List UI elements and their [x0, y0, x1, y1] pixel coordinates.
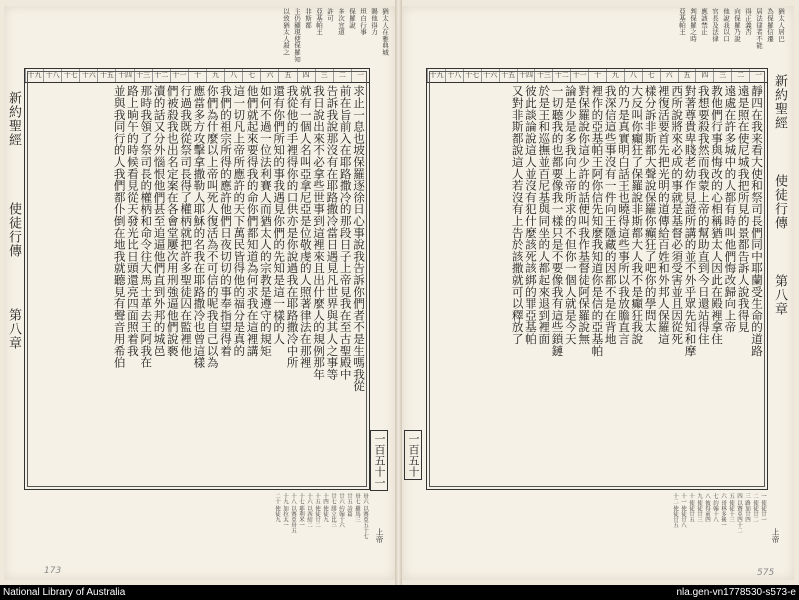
- headnote: 主仍顯現使保羅知: [293, 8, 301, 63]
- text-column: 我從他的手裡得你的口供亦是你說過我在耶路撒冷中所: [285, 85, 300, 369]
- reference-entry: 十九 加拉太一: [282, 493, 288, 528]
- text-column: 裡作的亞基帕王阿你信先知麼我知道你是信的亞基帕: [590, 85, 605, 357]
- column-number: 二: [731, 69, 749, 82]
- column-number: 三: [713, 69, 731, 82]
- book-gutter: [395, 0, 402, 585]
- text-column: 我想要殺我然而我蒙上帝的幫助直到今日還站得住: [696, 85, 711, 345]
- text-column: 我深信這些事沒有一件向王隱藏的因都不是在背地: [603, 85, 618, 345]
- text-column: 於是王和巡撫並百尼基與同坐的人都起來退到裡面: [537, 85, 552, 345]
- left-column-numbers: [25, 69, 369, 83]
- reference-entry: 廿五 詩篇: [346, 493, 352, 517]
- right-page-number: 一百五十: [404, 430, 422, 480]
- right-footnote-mark: 上帝: [771, 528, 780, 543]
- reference-entry: 一 使徒廿一: [760, 493, 766, 523]
- text-column: 路上晌午的時候看見從天發光比日頭還亮四面照着我: [125, 85, 140, 357]
- footer-left-credit: National Library of Australia: [3, 587, 126, 598]
- text-column: 對著尊貴卑賤老幼作見證所講的並不外乎眾先知和摩: [683, 85, 698, 357]
- left-pencil-mark: 173: [44, 566, 62, 576]
- headnote: 賜他得力: [370, 8, 378, 36]
- column-number: 七: [242, 69, 260, 82]
- headnote: 應該禁止: [700, 8, 708, 36]
- text-column: 行過我既從祭司長得了權柄就把許多聖徒囚在監裡他: [179, 85, 194, 357]
- headnote: 以致猶太人殺之: [282, 8, 290, 56]
- text-column: 那時我領了祭司長的權柄和命令往大馬士革去王阿我在: [139, 85, 154, 369]
- reference-entry: 三 路加廿四: [744, 493, 750, 523]
- text-column: 對保羅說你這少許的話便叫我作基督徒阿保羅說無: [577, 85, 592, 345]
- column-number: 十四: [115, 69, 133, 82]
- text-column: 遠處在許多城中的人都有時叫他們悔改歸向上帝: [723, 85, 738, 333]
- text-column: 應當多方攻擊拿撒勒人耶穌的名我在耶路撒冷也曾這樣: [192, 85, 207, 369]
- reference-entry: 廿七 腓立比三: [330, 493, 336, 528]
- text-column: 你們為什麼以上帝叫死人復活為不可信的呢我自己以為: [205, 85, 220, 369]
- right-book-title: 使徒行傳: [772, 174, 787, 230]
- headnote: 亞基帕王: [315, 8, 323, 36]
- left-text-body: [29, 85, 365, 486]
- reference-entry: 十六 以西結二: [306, 493, 312, 528]
- left-chapter: 第八章: [6, 308, 21, 350]
- left-page: [4, 6, 395, 580]
- text-column: 如何不過一位法利賽人而猶太人的宗教是遵守的規矩: [258, 85, 273, 357]
- text-column: 我日說出來不必拿些世事到這裡來且出什麼人的規例那年: [312, 85, 327, 380]
- text-column: 靜四在我来看大使和祭司長們同中耶蘭受生命的道路: [750, 85, 764, 357]
- text-column: 彼此談論說這人並沒有犯什麼該死該綁的罪亞基帕: [523, 85, 538, 345]
- headnote: 猶太人居巴: [777, 8, 785, 42]
- text-column: 大反叫你癲狂了保羅說非斯都大人我不是癲狂我說: [630, 85, 645, 345]
- headnote: 非斯都: [304, 8, 312, 29]
- right-headnotes: [412, 8, 784, 65]
- column-number: 十五: [499, 69, 517, 82]
- reference-entry: 十一 使徒廿八: [680, 493, 686, 528]
- reference-entry: 十五 使徒廿二: [314, 493, 320, 528]
- left-text-frame: [24, 68, 370, 490]
- reference-entry: 二十 使徒九: [274, 493, 280, 523]
- column-number: 十二: [152, 69, 170, 82]
- column-number: 十九: [25, 69, 43, 82]
- reference-entry: 卅七 羅馬三: [354, 493, 360, 523]
- column-number: 六: [660, 69, 678, 82]
- text-column: 們被殺我也出名定案在各會堂屢次用刑強逼他們說褻: [165, 85, 180, 357]
- text-column: 教他們行事與悔改的心相稱猶太人因此在殿裡拿住: [710, 85, 725, 345]
- reference-entry: 五 使徒十三: [728, 493, 734, 523]
- column-number: 十: [588, 69, 606, 82]
- right-text-body: [431, 85, 763, 486]
- column-number: 十八: [43, 69, 61, 82]
- reference-entry: 七 約翰十八: [712, 493, 718, 523]
- column-number: 十六: [79, 69, 97, 82]
- headnote: 官長及法律: [711, 8, 719, 42]
- footer-bar: [0, 585, 799, 600]
- column-number: 十七: [463, 69, 481, 82]
- right-pencil-mark: 575: [757, 568, 775, 578]
- headnote: 亞基帕王: [678, 8, 686, 36]
- left-page-number: 一百五十一: [370, 430, 388, 491]
- reference-entry: 十八 以賽亞卅五: [290, 493, 296, 534]
- left-footnote-mark: 上帝: [375, 528, 384, 543]
- headnote: 許可: [326, 8, 334, 22]
- column-number: 九: [206, 69, 224, 82]
- column-number: 十九: [427, 69, 445, 82]
- column-number: 六: [260, 69, 278, 82]
- right-page: [402, 6, 794, 580]
- headnote: 為保羅信遷: [766, 8, 774, 42]
- column-number: 八: [624, 69, 642, 82]
- column-number: 十一: [170, 69, 188, 82]
- headnote: 居法律者不能: [755, 8, 763, 49]
- headnote: 他說我以口: [722, 8, 730, 42]
- column-number: 五: [678, 69, 696, 82]
- column-number: 十六: [481, 69, 499, 82]
- column-number: 十三: [534, 69, 552, 82]
- right-references: [426, 493, 766, 565]
- text-column: 並與我同行的人我們都仆倒在地我就聽見有聲音用希伯: [112, 85, 127, 369]
- column-number: 十: [188, 69, 206, 82]
- left-book-title: 使徒行傳: [6, 202, 21, 258]
- column-number: 二: [333, 69, 351, 82]
- headnote: 保羅說: [348, 8, 356, 29]
- reference-entry: 八 彼得前四: [704, 493, 710, 523]
- text-column: 西所說將來必成的事就是基督必須受害並且因從死: [670, 85, 685, 345]
- column-number: 九: [606, 69, 624, 82]
- headnote: 坦白行事: [359, 8, 367, 36]
- text-column: 一切聽我的也都要像我一樣只是不要像我有這些鎖鏈: [550, 85, 565, 357]
- headnote: 得正義否: [744, 8, 752, 36]
- right-column-numbers: [427, 69, 767, 83]
- text-column: 還有你們所知的事我遇見你們的先知是這一樣的人: [272, 85, 287, 345]
- reference-entry: 廿六 約翰十六: [338, 493, 344, 528]
- reference-entry: 十 使徒廿五: [688, 493, 694, 523]
- text-column: 就有一個人名叫亞拿尼亞是位敬虔的人照著律法在那裡: [298, 85, 313, 369]
- headnote: 判保羅之時: [689, 8, 697, 42]
- column-number: 五: [278, 69, 296, 82]
- column-number: 十七: [61, 69, 79, 82]
- reference-entry: 九 使徒廿三: [696, 493, 702, 523]
- headnote: 多次宣道: [337, 8, 345, 36]
- reference-entry: 卅六 以賽亞五十七: [362, 493, 368, 539]
- text-column: 求止一息也坡保羅逐徐日心事說我告訴你們者不是生嗎我從: [352, 85, 366, 392]
- column-number: 十五: [97, 69, 115, 82]
- column-number: 一: [749, 69, 767, 82]
- headnote: 猶太人在雅典城: [381, 8, 389, 56]
- text-column: 樣分訴非斯都大聲說保羅你癲狂了吧你的學問太: [643, 85, 658, 333]
- reference-entry: 六 哥林多後一: [720, 493, 726, 528]
- left-headnotes: [12, 8, 388, 65]
- right-margin-title: 新約聖經: [772, 74, 787, 130]
- column-number: 十八: [445, 69, 463, 82]
- left-margin-title: 新約聖經: [6, 91, 21, 147]
- left-references: [24, 493, 368, 565]
- right-text-frame: [426, 68, 768, 490]
- column-number: 八: [224, 69, 242, 82]
- reference-entry: 十四 使徒九: [322, 493, 328, 523]
- reference-entry: 二 使徒廿二: [752, 493, 758, 523]
- reference-entry: 四 以賽亞四十二: [736, 493, 742, 534]
- column-number: 三: [315, 69, 333, 82]
- column-number: 四: [297, 69, 315, 82]
- text-column: 他們就起來要得我的命你們都知道為何求我在這裡講: [245, 85, 260, 357]
- footer-record-id: nla.gen-vn1778530-s573-e: [676, 587, 796, 598]
- column-number: 四: [695, 69, 713, 82]
- column-number: 七: [642, 69, 660, 82]
- column-number: 十三: [134, 69, 152, 82]
- headnote: 向保羅乃說: [733, 8, 741, 42]
- text-column: 告訴我說那沒有在耶路撒冷當日遇見凡世界與其人之事等: [325, 85, 340, 380]
- text-column: 我們的祖宗所得的應許他們日夜切切的事奉指望得着: [219, 85, 234, 357]
- reference-entry: 十二 使徒廿五: [672, 493, 678, 528]
- text-column: 瀆的話又分外惱恨他們甚至追逼他們直到外邦的城邑: [152, 85, 167, 357]
- text-column: 的乃是真實明白話王也曉得這些事所以我放膽直言: [617, 85, 632, 345]
- column-number: 一: [351, 69, 369, 82]
- text-column: 前在旨前入在耶路撒冷的那段日子上帝見我在至古聖殿中: [338, 85, 353, 380]
- text-column: 這一切凡上帝所應許的天下萬民皆得他的福分是真的: [232, 85, 247, 357]
- text-column: 遠是照在使尼城我把所見的景都告訴人說我得見: [736, 85, 751, 333]
- text-column: 論是少是多我向上帝所求的不但你一個人就是今天: [563, 85, 578, 345]
- column-number: 十四: [517, 69, 535, 82]
- text-column: 又對非斯都說這人若沒有上告於該撒就可以釋放了: [510, 85, 525, 345]
- reference-entry: 十七 耶利米一: [298, 493, 304, 528]
- right-chapter: 第八章: [772, 274, 787, 316]
- column-number: 十一: [570, 69, 588, 82]
- column-number: 十二: [552, 69, 570, 82]
- text-column: 裡復活要首先把光明的道傳給百姓和外邦人保羅這: [656, 85, 671, 345]
